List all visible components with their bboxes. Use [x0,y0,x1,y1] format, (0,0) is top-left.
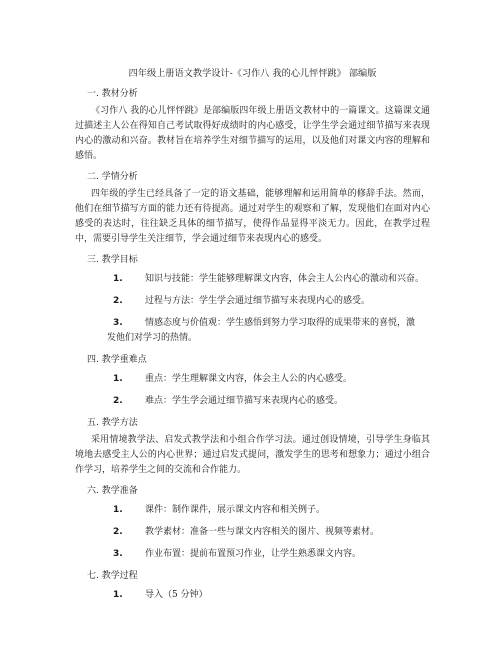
list-text: 难点：学生学会通过细节描写来表现内心的感受。 [145,396,344,406]
section-textbook-analysis [75,87,430,164]
list-text: 过程与方法：学生学会通过细节描写来表现内心的感受。 [145,296,371,306]
paragraph: 四年级的学生已经具备了一定的语文基础，能够理解和运用简单的修辞手法。然而，他们在细节描写方面的能力还有待提高。通过对学生的观察和了解，发现他们在面对内心感受的表达时，往往缺乏具体的细节描写，使得作品显得平淡无力。因此，在教学过程中，需要引导学生关注细节，学会通过细节来表现内心的感受。 [75,189,430,244]
list-item [75,525,430,540]
section-teaching-process [75,569,430,603]
list-text: 教学素材：准备一些与课文内容相关的图片、视频等素材。 [145,527,380,537]
section-heading: 六. 教学准备 [87,486,138,496]
list-item [75,394,430,409]
goals-list [75,272,430,346]
list-number: 1. [113,274,123,284]
list-number: 2. [113,396,123,406]
process-list [75,588,430,603]
list-number: 2. [113,296,123,306]
section-heading: 七. 教学过程 [87,571,138,581]
list-text-continuation: 发他们对学习的热情。 [107,333,198,343]
section-preparation [75,484,430,562]
list-item [75,272,430,287]
list-text: 作业布置：提前布置预习作业，让学生熟悉课文内容。 [145,549,362,559]
section-teaching-methods [75,416,430,478]
list-number: 1. [113,590,123,600]
list-number: 1. [113,505,123,515]
list-number: 2. [113,527,123,537]
list-text: 知识与技能：学生能够理解课文内容，体会主人公内心的激动和兴奋。 [145,274,425,284]
list-item [75,316,430,346]
section-heading: 一. 教材分析 [87,89,138,99]
key-points-list [75,372,430,409]
list-text: 课件：制作课件，展示课文内容和相关例子。 [145,505,326,515]
paragraph: 采用情境教学法、启发式教学法和小组合作学习法。通过创设情境，引导学生身临其境地去感受主人公的内心世界；通过启发式提问，激发学生的思考和想象力；通过小组合作学习，培养学生之间的交流和合作能力。 [75,435,430,475]
list-text: 导入（5 分钟） [145,590,208,600]
section-heading: 四. 教学重难点 [87,355,147,365]
list-item [75,372,430,387]
list-item [75,588,430,603]
list-number: 1. [113,374,123,384]
paragraph: 《习作八 我的心儿怦怦跳》是部编版四年级上册语文教材中的一篇课文。这篇课文通过描述主人公在得知自己考试取得好成绩时的内心感受，让学生学会通过细节描写来表现内心的激动和兴奋。教材旨在培养学生对细节描写的运用，以及他们对课文内容的理解和感悟。 [75,106,430,161]
section-heading: 五. 教学方法 [87,418,138,428]
list-number: 3. [113,549,123,559]
section-teaching-goals [75,253,430,346]
document-title: 四年级上册语文教学设计-《习作八 我的心儿怦怦跳》 部编版 [128,68,377,79]
list-item [75,503,430,518]
section-key-points [75,353,430,409]
list-item [75,547,430,562]
list-text: 重点：学生理解课文内容，体会主人公的内心感受。 [145,374,353,384]
section-heading: 二. 学情分析 [87,172,138,182]
list-text: 情感态度与价值观：学生感悟到努力学习取得的成果带来的喜悦，激 [145,318,416,328]
list-number: 3. [113,318,123,328]
section-heading: 三. 教学目标 [87,255,138,265]
section-learner-analysis [75,170,430,247]
list-item [75,294,430,309]
preparation-list [75,503,430,562]
